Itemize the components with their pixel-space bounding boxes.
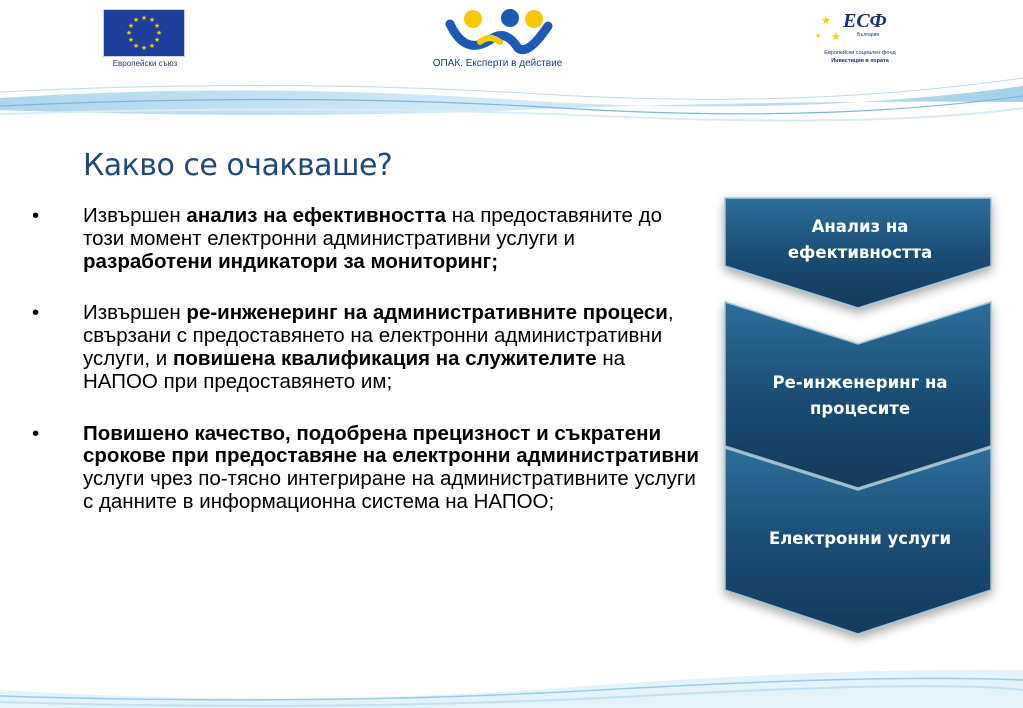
- chevron-label-line: Анализ на: [811, 217, 909, 236]
- opak-logo: [410, 6, 585, 76]
- bullet-text: Извършен: [83, 204, 187, 227]
- esf-logo: [815, 8, 905, 68]
- bullet-list: [30, 205, 700, 543]
- chevron-label-line: Електронни услуги: [768, 529, 952, 548]
- esf-caption-1: Европейски социален фонд: [824, 50, 896, 56]
- bullet-bold-text: ре-инженеринг на административните процеси: [186, 301, 668, 325]
- chevron-label-line: Ре-инженеринг на: [772, 373, 948, 392]
- svg-text:★: ★: [831, 30, 841, 43]
- bullet-text: услуги чрез по-тясно интегриране на административните услуги с данните в информационна система на НАПОО;: [83, 467, 696, 513]
- bullet-marker: •: [32, 301, 40, 325]
- bottom-wave-decoration: [0, 650, 1023, 708]
- esf-title: ЕСФ: [843, 10, 887, 32]
- bullet-marker: •: [32, 421, 40, 445]
- esf-caption-2: Инвестиция в хората: [831, 58, 889, 64]
- svg-text:★: ★: [155, 29, 163, 37]
- chevron-label-line: ефективността: [787, 243, 933, 262]
- svg-text:★: ★: [148, 42, 156, 50]
- bullet-text: на НАПОО при предоставянето им;: [83, 346, 626, 393]
- bullet-text: Извършен: [83, 301, 187, 325]
- bullet-bold-text: повишена квалификация на служителите: [172, 346, 597, 370]
- eu-logo: [103, 9, 187, 71]
- bullet-text: , свързани с предоставянето на електронни административни услуги, и: [83, 301, 674, 370]
- svg-text:★: ★: [153, 36, 161, 44]
- chevron-label-line: процесите: [809, 399, 911, 418]
- bullet-text: на предоставяните до този момент електронни административни услуги и: [83, 204, 662, 250]
- bullet-marker: •: [32, 204, 40, 227]
- eu-caption: Европейски съюз: [112, 59, 178, 68]
- opak-figures-icon: [410, 6, 585, 58]
- esf-stars-icon: [815, 8, 845, 48]
- svg-text:★: ★: [127, 22, 135, 30]
- bullet-item: [30, 302, 700, 393]
- svg-text:★: ★: [153, 22, 161, 30]
- esf-subtitle: България: [857, 32, 880, 38]
- chevron-label-reengineering: [720, 370, 1000, 422]
- svg-text:★: ★: [132, 16, 140, 24]
- svg-text:★: ★: [125, 29, 133, 37]
- bullet-bold-text: Повишено качество, подобрена прецизност и съкратени срокове при предоставяне на електронни административни: [83, 421, 699, 468]
- bullet-item: [30, 423, 700, 514]
- chevron-label-analysis: [720, 214, 1000, 266]
- eu-flag-icon: [103, 9, 185, 57]
- svg-text:★: ★: [132, 42, 140, 50]
- bullet-bold-text: разработени индикатори за мониторинг;: [83, 249, 499, 273]
- svg-text:★: ★: [815, 32, 822, 40]
- svg-text:★: ★: [148, 16, 156, 24]
- top-wave-decoration: [0, 70, 1023, 130]
- chevron-label-e-services: [720, 526, 1000, 552]
- svg-text:★: ★: [140, 14, 148, 22]
- svg-text:★: ★: [140, 44, 148, 52]
- bullet-item: [30, 205, 700, 273]
- svg-text:★: ★: [127, 36, 135, 44]
- bullet-bold-text: анализ на ефективността: [186, 204, 447, 227]
- svg-text:★: ★: [821, 14, 831, 27]
- page-title: Какво се очакваше?: [83, 148, 393, 183]
- opak-caption: ОПАК. Експерти в действие: [432, 58, 563, 69]
